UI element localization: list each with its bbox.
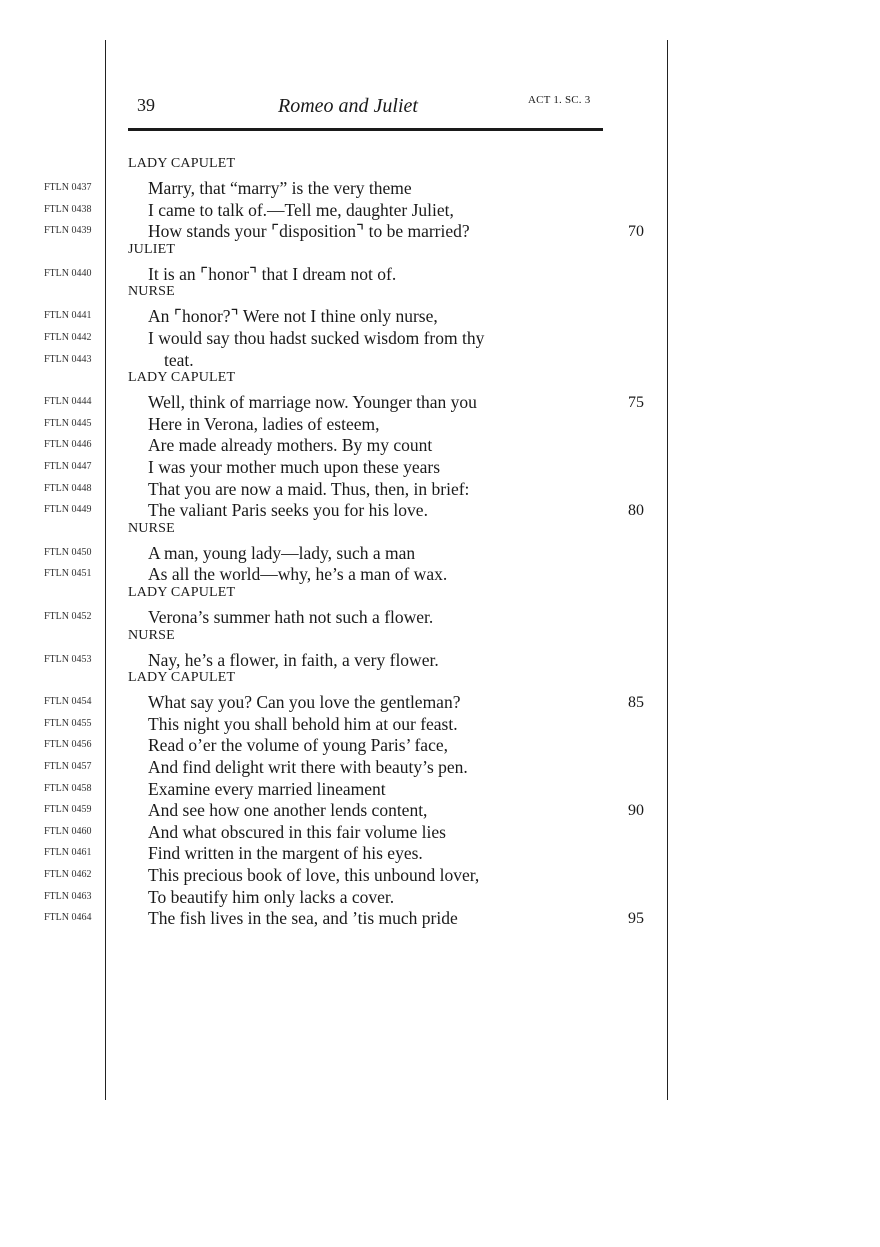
ftln-number: FTLN 0462 [44,869,92,880]
verse-line [0,413,880,435]
ftln-number: FTLN 0457 [44,761,92,772]
verse-line [0,864,880,886]
verse-text: As all the world—why, he’s a man of wax. [148,564,448,585]
verse-text: The valiant Paris seeks you for his love. [148,500,428,521]
ftln-number: FTLN 0451 [44,568,92,580]
ftln-number: FTLN 0446 [44,439,92,451]
verse-line [0,563,880,585]
ftln-number: FTLN 0461 [44,847,92,859]
verse-line [0,734,880,756]
verse-line [0,821,880,843]
ftln-number: FTLN 0442 [44,332,92,343]
verse-line [0,263,880,285]
verse-line [0,220,880,242]
verse-line [0,391,880,413]
ftln-number: FTLN 0452 [44,611,92,622]
verse-line [0,691,880,713]
speaker-name: JULIET [128,241,176,257]
speaker-name: LADY CAPULET [128,370,236,386]
line-number: 80 [628,502,644,520]
verse-line [0,799,880,821]
ftln-number: FTLN 0463 [44,890,92,902]
verse-text: Verona’s summer hath not such a flower. [148,607,434,627]
ftln-number: FTLN 0437 [44,182,92,193]
verse-text: Marry, that “marry” is the very theme [148,178,412,198]
ftln-number: FTLN 0450 [44,546,92,558]
verse-line [0,886,880,908]
speaker-name: NURSE [128,520,175,536]
line-number: 70 [628,223,644,241]
verse-text: I came to talk of.—Tell me, daughter Juliet, [148,199,454,220]
ftln-number: FTLN 0445 [44,417,92,429]
verse-line [0,606,880,628]
verse-text: Examine every married lineament [148,778,386,799]
ftln-number: FTLN 0455 [44,717,92,729]
verse-text: I would say thou hadst sucked wisdom from thy [148,328,485,348]
verse-line [0,305,880,327]
verse-line [0,327,880,349]
ftln-number: FTLN 0440 [44,267,92,279]
line-number: 85 [628,694,644,712]
verse-text: And find delight writ there with beauty’s pen. [148,757,468,777]
verse-text: An ⌜honor?⌝ Were not I thine only nurse, [148,306,438,327]
verse-text: What say you? Can you love the gentleman? [148,692,461,713]
line-number: 75 [628,394,644,412]
ftln-number: FTLN 0444 [44,396,92,408]
ftln-number: FTLN 0448 [44,482,92,494]
verse-line [0,177,880,199]
ftln-number: FTLN 0458 [44,782,92,794]
verse-text: This precious book of love, this unbound lover, [148,865,480,885]
act-scene-label: ACT 1. SC. 3 [528,94,591,106]
line-number: 90 [628,802,644,820]
verse-line [0,499,880,521]
ftln-number: FTLN 0460 [44,825,92,837]
verse-line [0,713,880,735]
verse-text: teat. [164,349,194,370]
ftln-number: FTLN 0439 [44,225,92,237]
verse-text: That you are now a maid. Thus, then, in brief: [148,478,470,499]
ftln-number: FTLN 0464 [44,912,92,924]
ftln-number: FTLN 0453 [44,653,92,665]
speaker-name: LADY CAPULET [128,585,236,600]
ftln-number: FTLN 0456 [44,739,92,751]
verse-line [0,349,880,371]
verse-line [0,542,880,564]
verse-line [0,756,880,778]
verse-line [0,907,880,929]
verse-line [0,778,880,800]
speaker-name: NURSE [128,284,175,300]
verse-text: A man, young lady—lady, such a man [148,542,416,563]
line-number: 95 [628,910,644,928]
verse-text: I was your mother much upon these years [148,457,441,477]
verse-text: And see how one another lends content, [148,800,428,821]
verse-text: Read o’er the volume of young Paris’ face, [148,735,448,756]
verse-text: It is an ⌜honor⌝ that I dream not of. [148,263,397,284]
running-title: Romeo and Juliet [278,95,418,117]
verse-line [0,434,880,456]
header-rule [128,128,603,131]
ftln-number: FTLN 0441 [44,310,92,322]
ftln-number: FTLN 0447 [44,461,92,472]
speaker-name: NURSE [128,627,175,643]
verse-text: Find written in the margent of his eyes. [148,843,423,864]
verse-text: To beautify him only lacks a cover. [148,886,395,907]
ftln-number: FTLN 0449 [44,504,92,516]
verse-line [0,199,880,221]
ftln-number: FTLN 0438 [44,203,92,215]
ftln-number: FTLN 0454 [44,696,92,708]
verse-text: This night you shall behold him at our feast. [148,713,458,734]
ftln-number: FTLN 0443 [44,353,92,365]
verse-text: And what obscured in this fair volume lies [148,821,446,842]
verse-text: Well, think of marriage now. Younger than you [148,392,477,413]
verse-line [0,456,880,478]
verse-text: Are made already mothers. By my count [148,435,433,456]
verse-text: How stands your ⌜disposition⌝ to be married? [148,221,470,242]
page-number: 39 [137,95,155,115]
verse-line [0,842,880,864]
ftln-number: FTLN 0459 [44,804,92,816]
verse-line [0,478,880,500]
speaker-name: LADY CAPULET [128,670,236,686]
verse-line [0,649,880,671]
verse-text: Here in Verona, ladies of esteem, [148,413,380,434]
speaker-name: LADY CAPULET [128,156,236,171]
verse-text: Nay, he’s a flower, in faith, a very flower. [148,649,439,670]
verse-text: The fish lives in the sea, and ’tis much pride [148,908,458,929]
